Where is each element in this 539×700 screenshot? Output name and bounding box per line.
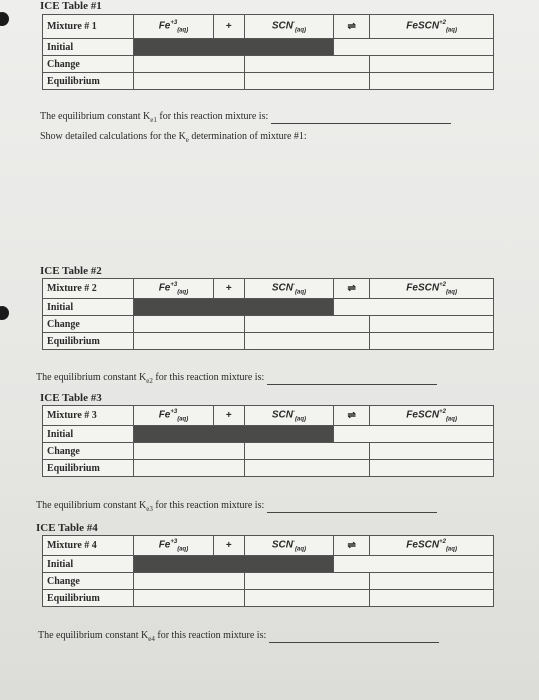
- ice-table-4-title: ICE Table #4: [36, 522, 98, 534]
- change-fescn-cell[interactable]: [370, 443, 494, 460]
- ice-table-3: [42, 405, 494, 477]
- fescn-species: FeSCN$^{+2}_{(aq)}$: [370, 406, 494, 426]
- eq-fe-cell[interactable]: [134, 333, 245, 350]
- equilibrium-arrow: ⇌: [334, 406, 370, 426]
- equilibrium-label: Equilibrium: [43, 590, 134, 607]
- initial-label: Initial: [43, 39, 134, 56]
- equilibrium-arrow: ⇌: [334, 536, 370, 556]
- plus-sign: +: [213, 536, 244, 556]
- scn-species: $SCN^-_{(aq)}$: [244, 406, 333, 426]
- change-fe-cell[interactable]: [134, 56, 245, 73]
- change-fe-cell[interactable]: [134, 573, 245, 590]
- k-statement-1: The equilibrium constant $K_{e1}$ for this reaction mixture is:: [40, 111, 451, 124]
- eq-fescn-cell[interactable]: [370, 590, 494, 607]
- initial-label: Initial: [43, 426, 134, 443]
- ice-table-3-title: ICE Table #3: [40, 392, 102, 404]
- k-statement-2: The equilibrium constant $K_{e2}$ for this reaction mixture is:: [36, 372, 437, 385]
- shaded-cell: [134, 299, 334, 316]
- change-fescn-cell[interactable]: [370, 573, 494, 590]
- fe-species: $Fe^{+3}_{(aq)}$: [134, 15, 214, 39]
- eq-fescn-cell[interactable]: [370, 73, 494, 90]
- eq-fe-cell[interactable]: [134, 460, 245, 477]
- change-label: Change: [43, 316, 134, 333]
- initial-product-cell[interactable]: [334, 556, 494, 573]
- change-label: Change: [43, 56, 134, 73]
- shaded-cell: [134, 556, 334, 573]
- ice-table-2-title: ICE Table #2: [40, 265, 102, 277]
- initial-product-cell[interactable]: [334, 426, 494, 443]
- change-scn-cell[interactable]: [244, 573, 370, 590]
- k-statement-4: The equilibrium constant $K_{e4}$ for this reaction mixture is:: [38, 630, 439, 643]
- equilibrium-label: Equilibrium: [43, 73, 134, 90]
- ice-table-4: [42, 535, 494, 607]
- plus-sign: +: [213, 279, 244, 299]
- mixture-label: Mixture # 2: [43, 279, 134, 299]
- eq-scn-cell[interactable]: [244, 73, 370, 90]
- eq-scn-cell[interactable]: [244, 333, 370, 350]
- initial-label: Initial: [43, 556, 134, 573]
- binder-hole: [0, 306, 9, 320]
- change-fescn-cell[interactable]: [370, 316, 494, 333]
- change-fescn-cell[interactable]: [370, 56, 494, 73]
- plus-sign: +: [213, 406, 244, 426]
- binder-hole: [0, 12, 9, 26]
- change-scn-cell[interactable]: [244, 316, 370, 333]
- fe-species: $Fe^{+3}_{(aq)}$: [134, 536, 214, 556]
- change-label: Change: [43, 573, 134, 590]
- mixture-label: Mixture # 4: [43, 536, 134, 556]
- change-scn-cell[interactable]: [244, 443, 370, 460]
- initial-product-cell[interactable]: [334, 299, 494, 316]
- plus-sign: +: [213, 15, 244, 39]
- fescn-species: FeSCN$^{+2}_{(aq)}$: [370, 536, 494, 556]
- ice-table-1-title: ICE Table #1: [40, 0, 102, 12]
- k-answer-blank[interactable]: [267, 384, 437, 385]
- ice-table-1: [42, 14, 494, 90]
- eq-scn-cell[interactable]: [244, 460, 370, 477]
- fe-species: $Fe^{+3}_{(aq)}$: [134, 406, 214, 426]
- equilibrium-label: Equilibrium: [43, 460, 134, 477]
- mixture-label: Mixture # 3: [43, 406, 134, 426]
- equilibrium-arrow: ⇌: [334, 15, 370, 39]
- scn-species: $SCN^-_{(aq)}$: [244, 536, 333, 556]
- initial-product-cell[interactable]: [334, 39, 494, 56]
- eq-fe-cell[interactable]: [134, 73, 245, 90]
- fescn-species: FeSCN$^{+2}_{(aq)}$: [370, 15, 494, 39]
- ice-table-2: [42, 278, 494, 350]
- fe-species: $Fe^{+3}_{(aq)}$: [134, 279, 214, 299]
- eq-fescn-cell[interactable]: [370, 460, 494, 477]
- initial-label: Initial: [43, 299, 134, 316]
- k-answer-blank[interactable]: [267, 512, 437, 513]
- eq-fescn-cell[interactable]: [370, 333, 494, 350]
- scn-species: $SCN^-_{(aq)}$: [244, 15, 333, 39]
- eq-scn-cell[interactable]: [244, 590, 370, 607]
- k-statement-3: The equilibrium constant $K_{e3}$ for this reaction mixture is:: [36, 500, 437, 513]
- change-scn-cell[interactable]: [244, 56, 370, 73]
- change-label: Change: [43, 443, 134, 460]
- k-answer-blank[interactable]: [269, 642, 439, 643]
- fescn-species: FeSCN$^{+2}_{(aq)}$: [370, 279, 494, 299]
- shaded-cell: [134, 39, 334, 56]
- equilibrium-label: Equilibrium: [43, 333, 134, 350]
- k-answer-blank[interactable]: [271, 123, 451, 124]
- eq-fe-cell[interactable]: [134, 590, 245, 607]
- change-fe-cell[interactable]: [134, 316, 245, 333]
- shaded-cell: [134, 426, 334, 443]
- change-fe-cell[interactable]: [134, 443, 245, 460]
- equilibrium-arrow: ⇌: [334, 279, 370, 299]
- scn-species: $SCN^-_{(aq)}$: [244, 279, 333, 299]
- calc-instruction: Show detailed calculations for the $K_e$ determination of mixture #1:: [40, 131, 307, 144]
- mixture-label: Mixture # 1: [43, 15, 134, 39]
